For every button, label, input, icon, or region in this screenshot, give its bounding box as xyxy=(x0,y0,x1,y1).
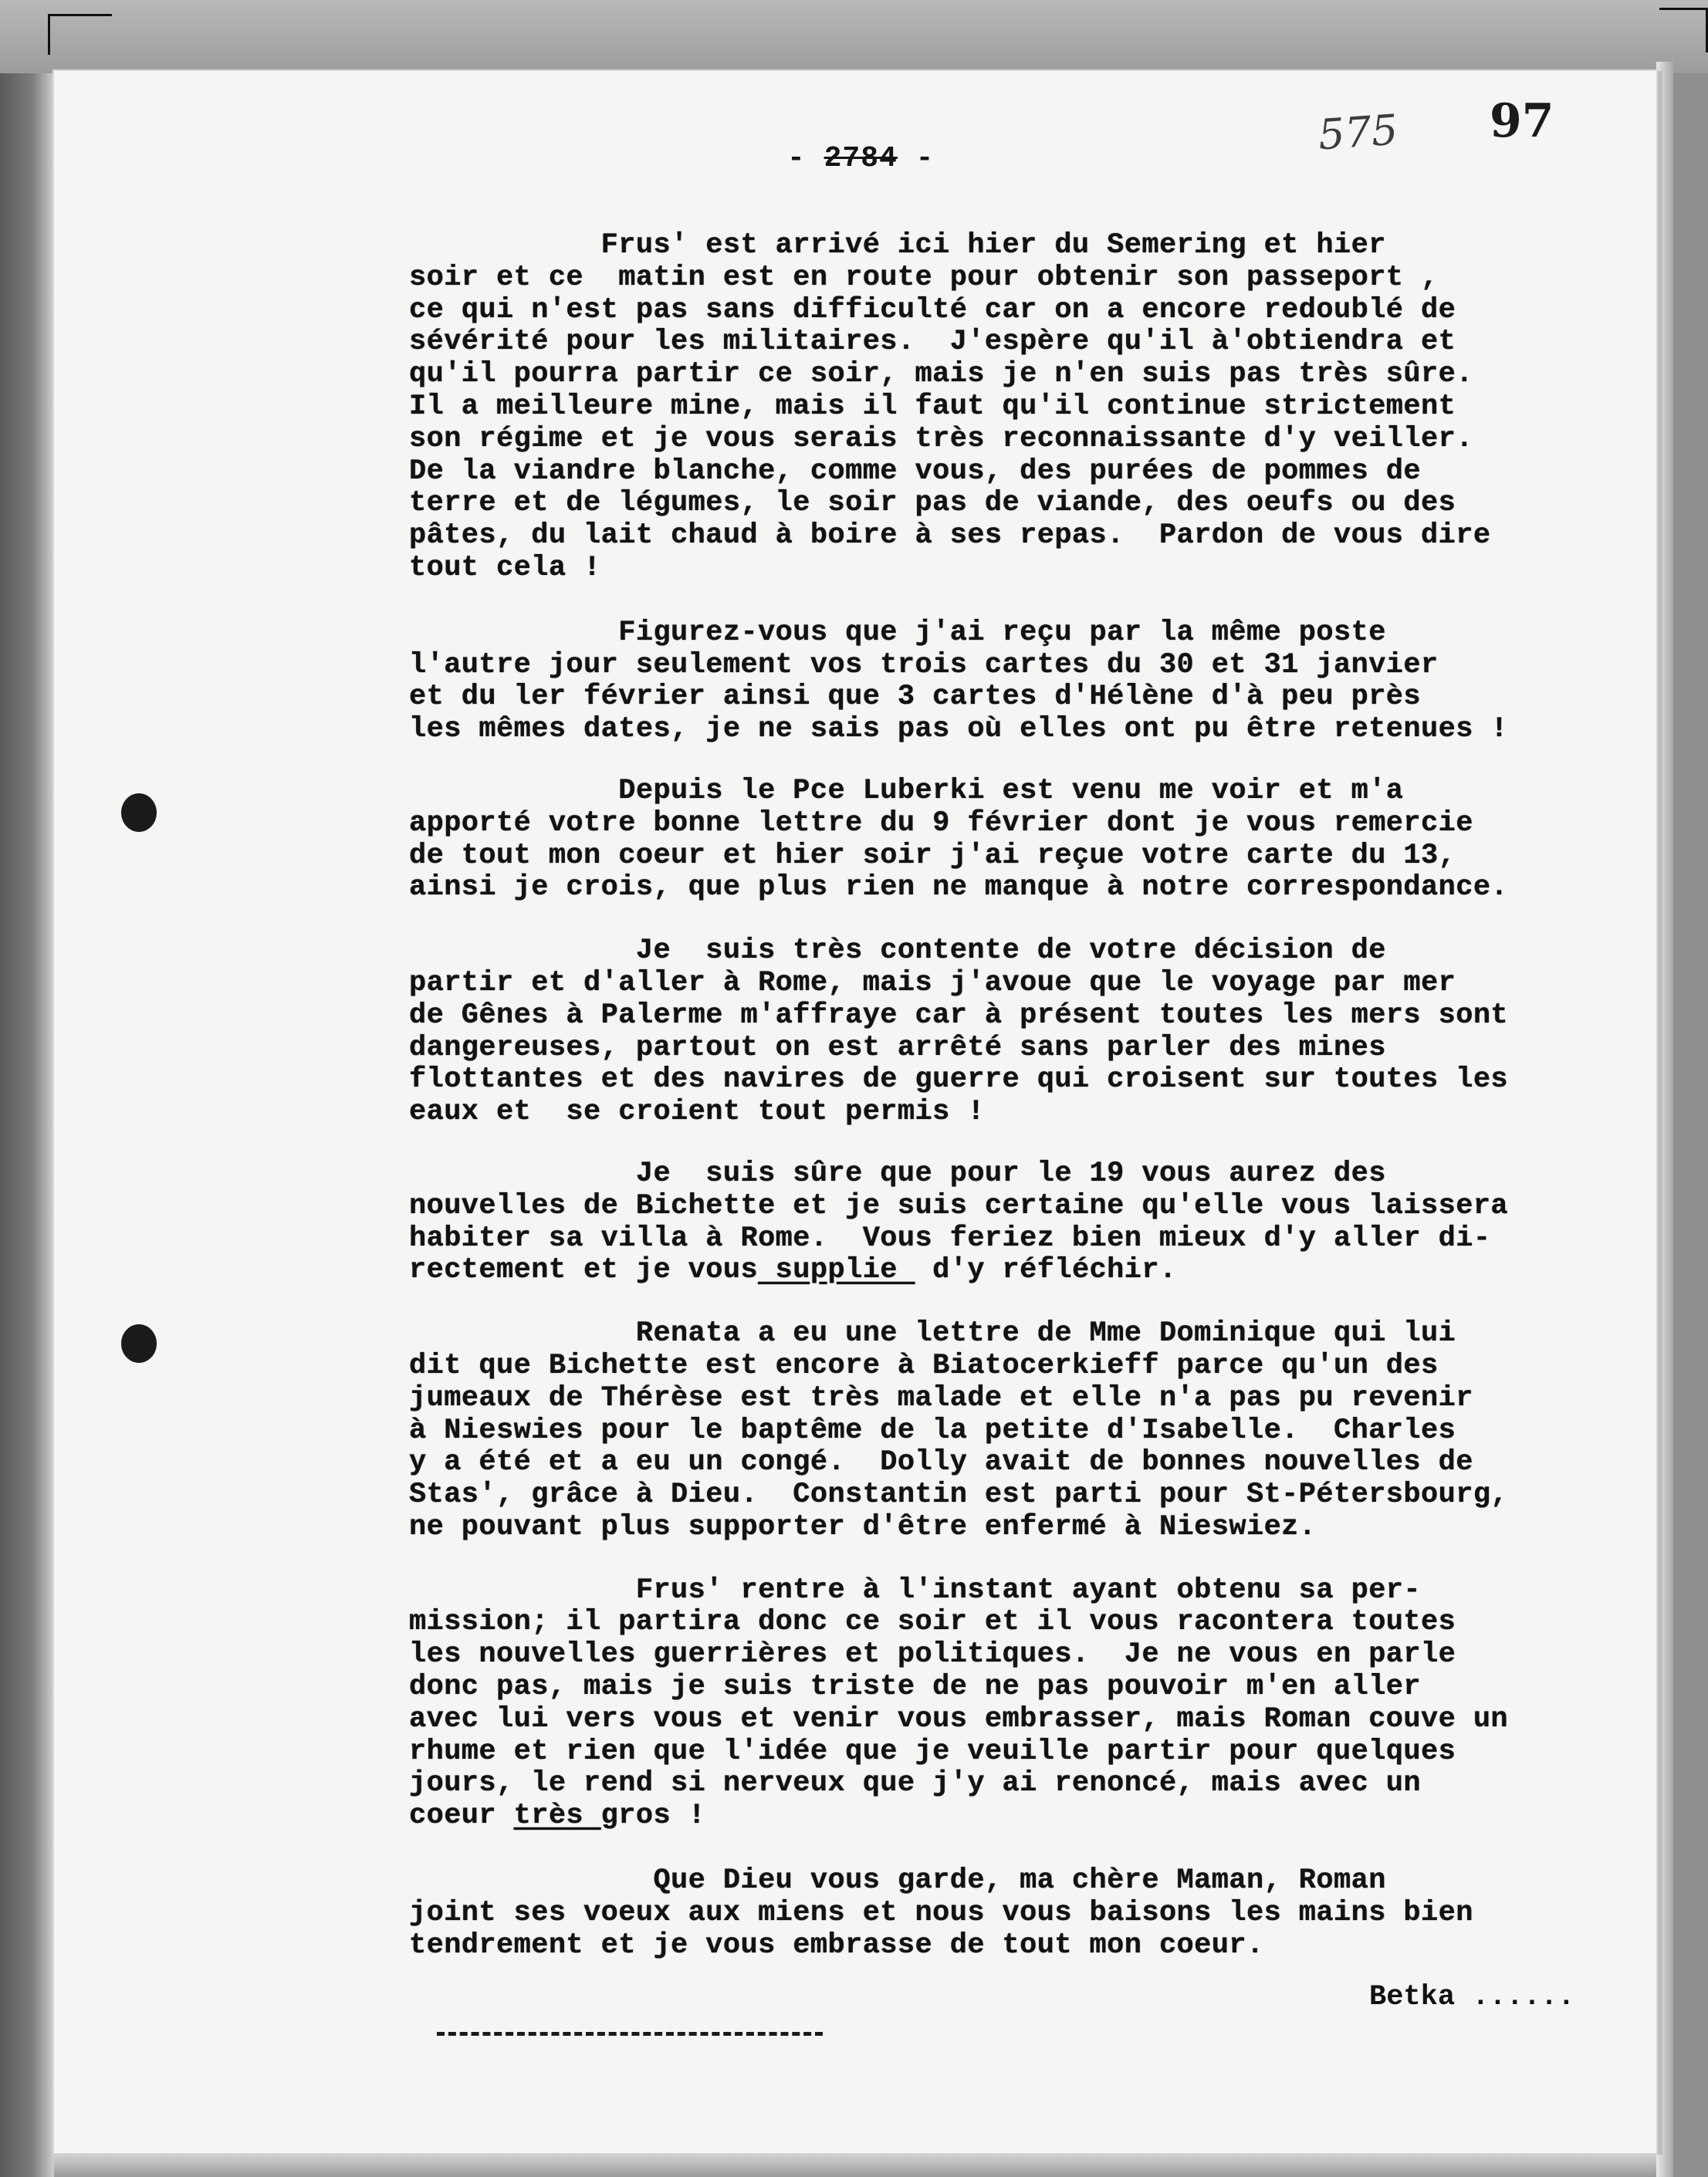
text-line: donc pas, mais je suis triste de ne pas pouvoir m'en aller xyxy=(409,1671,1422,1704)
text-line: les mêmes dates, je ne sais pas où elles ont pu être retenues ! xyxy=(409,713,1509,746)
text-line: y a été et a eu un congé. Dolly avait de bonnes nouvelles de xyxy=(409,1446,1473,1479)
text-line: avec lui vers vous et venir vous embrasser, mais Roman couve un xyxy=(409,1702,1509,1736)
text-line: de tout mon coeur et hier soir j'ai reçue votre carte du 13, xyxy=(409,839,1456,872)
paragraph-gap xyxy=(409,746,1644,776)
letter-paragraph xyxy=(409,230,1644,585)
text-line: Je suis très contente de votre décision de xyxy=(409,935,1386,968)
punch-hole-lower xyxy=(121,1324,157,1363)
letter-paragraph xyxy=(409,1575,1644,1833)
letter-body xyxy=(409,230,1644,1962)
text-line: tout cela ! xyxy=(409,551,601,584)
text-line: habiter sa villa à Rome. Vous feriez bien mieux d'y aller di- xyxy=(409,1222,1491,1255)
text-line: joint ses voeux aux miens et nous vous baisons les mains bien xyxy=(409,1896,1473,1929)
paragraph-gap xyxy=(409,904,1644,935)
text-line: Renata a eu une lettre de Mme Dominique qui lui xyxy=(409,1317,1456,1350)
typed-page-number xyxy=(787,142,934,175)
text-line: rhume et rien que l'idée que je veuille partir pour quelques xyxy=(409,1735,1456,1768)
text-line: qu'il pourra partir ce soir, mais je n'en suis pas très sûre. xyxy=(409,358,1473,391)
dashed-separator-line xyxy=(437,2032,823,2036)
letter-paragraph xyxy=(409,1158,1644,1287)
crop-mark-top-left xyxy=(48,14,112,55)
page-number-value: 2784 xyxy=(824,142,898,175)
binder-strip xyxy=(0,73,54,2177)
text-line: et du ler février ainsi que 3 cartes d'Hélène d'à peu près xyxy=(409,681,1422,714)
text-line: jours, le rend si nerveux que j'y ai renoncé, mais avec un xyxy=(409,1767,1422,1800)
text-line: les nouvelles guerrières et politiques. Je ne vous en parle xyxy=(409,1638,1456,1672)
text-line: Stas', grâce à Dieu. Constantin est parti pour St-Pétersbourg, xyxy=(409,1479,1509,1512)
text-line: Frus' rentre à l'instant ayant obtenu sa per- xyxy=(409,1574,1422,1607)
text-line: Il a meilleure mine, mais il faut qu'il continue strictement xyxy=(409,390,1456,423)
page-number-suffix: - xyxy=(897,142,935,175)
text-line: l'autre jour seulement vos trois cartes du 30 et 31 janvier xyxy=(409,648,1439,681)
signature: Betka ...... xyxy=(1369,1981,1575,2013)
letter-paragraph xyxy=(409,776,1644,904)
text-line-with-underline xyxy=(409,1255,1644,1287)
text-line: mission; il partira donc ce soir et il vous racontera toutes xyxy=(409,1606,1456,1639)
text-line: ce qui n'est pas sans difficulté car on a encore redoublé de xyxy=(409,293,1456,326)
text-line: de Gênes à Palerme m'affraye car à présent toutes les mers sont xyxy=(409,999,1509,1032)
text-line: Je suis sûre que pour le 19 vous aurez des xyxy=(409,1157,1386,1190)
paragraph-gap xyxy=(409,1287,1644,1318)
underlined-word: très xyxy=(513,1800,601,1833)
text-line: jumeaux de Thérèse est très malade et elle n'a pas pu revenir xyxy=(409,1381,1473,1415)
text-line: soir et ce matin est en route pour obtenir son passeport , xyxy=(409,261,1439,294)
scan-background-top xyxy=(0,0,1708,73)
paragraph-gap xyxy=(409,1833,1644,1865)
text-line: ne pouvant plus supporter d'être enfermé à Nieswiez. xyxy=(409,1510,1317,1543)
letter-paragraph xyxy=(409,935,1644,1129)
underlined-word: supplie xyxy=(758,1254,915,1287)
text-segment: d'y réfléchir. xyxy=(915,1254,1177,1287)
letter-paragraph xyxy=(409,1865,1644,1962)
text-segment: gros ! xyxy=(600,1800,706,1833)
scan-background-bottom xyxy=(54,2153,1656,2177)
text-line: dangereuses, partout on est arrêté sans parler des mines xyxy=(409,1031,1386,1064)
text-line: apporté votre bonne lettre du 9 février dont je vous remercie xyxy=(409,806,1473,840)
paragraph-gap xyxy=(409,585,1644,617)
crop-mark-top-right xyxy=(1659,8,1708,52)
text-line: sévérité pour les militaires. J'espère qu'il à'obtiendra et xyxy=(409,326,1456,359)
paragraph-gap xyxy=(409,1544,1644,1575)
text-line: partir et d'aller à Rome, mais j'avoue que le voyage par mer xyxy=(409,966,1456,999)
text-line: dit que Bichette est encore à Biatocerkieff parce qu'un des xyxy=(409,1349,1439,1382)
text-line: Que Dieu vous garde, ma chère Maman, Roman xyxy=(409,1864,1386,1898)
text-segment: rectement et je vous xyxy=(409,1254,759,1287)
text-line: eaux et se croient tout permis ! xyxy=(409,1096,985,1129)
letter-paragraph xyxy=(409,1318,1644,1544)
text-line: nouvelles de Bichette et je suis certaine qu'elle vous laissera xyxy=(409,1189,1509,1222)
text-line: pâtes, du lait chaud à boire à ses repas. Pardon de vous dire xyxy=(409,519,1491,553)
page-number-prefix: - xyxy=(787,142,824,175)
text-line: flottantes et des navires de guerre qui croisent sur toutes les xyxy=(409,1063,1509,1097)
text-segment: coeur xyxy=(409,1800,514,1833)
text-line: terre et de légumes, le soir pas de viande, des oeufs ou des xyxy=(409,487,1456,520)
text-line: Depuis le Pce Luberki est venu me voir et m'a xyxy=(409,774,1404,807)
text-line: son régime et je vous serais très reconnaissante d'y veiller. xyxy=(409,422,1473,455)
text-line: ainsi je crois, que plus rien ne manque à notre correspondance. xyxy=(409,871,1509,904)
text-line: tendrement et je vous embrasse de tout mon coeur. xyxy=(409,1929,1264,1962)
punch-hole-upper xyxy=(121,793,157,832)
text-line-with-underline xyxy=(409,1800,1644,1833)
page-edge xyxy=(1656,62,1673,2177)
text-line: Figurez-vous que j'ai reçu par la même poste xyxy=(409,616,1386,649)
paragraph-gap xyxy=(409,1129,1644,1158)
text-line: De la viandre blanche, comme vous, des purées de pommes de xyxy=(409,455,1422,488)
stamped-folio-number: 97 xyxy=(1490,94,1554,148)
text-line: Frus' est arrivé ici hier du Semering et hier xyxy=(409,229,1386,262)
text-line: à Nieswies pour le baptême de la petite d'Isabelle. Charles xyxy=(409,1414,1456,1447)
handwritten-folio-number: 575 xyxy=(1316,105,1400,160)
letter-paragraph xyxy=(409,617,1644,746)
